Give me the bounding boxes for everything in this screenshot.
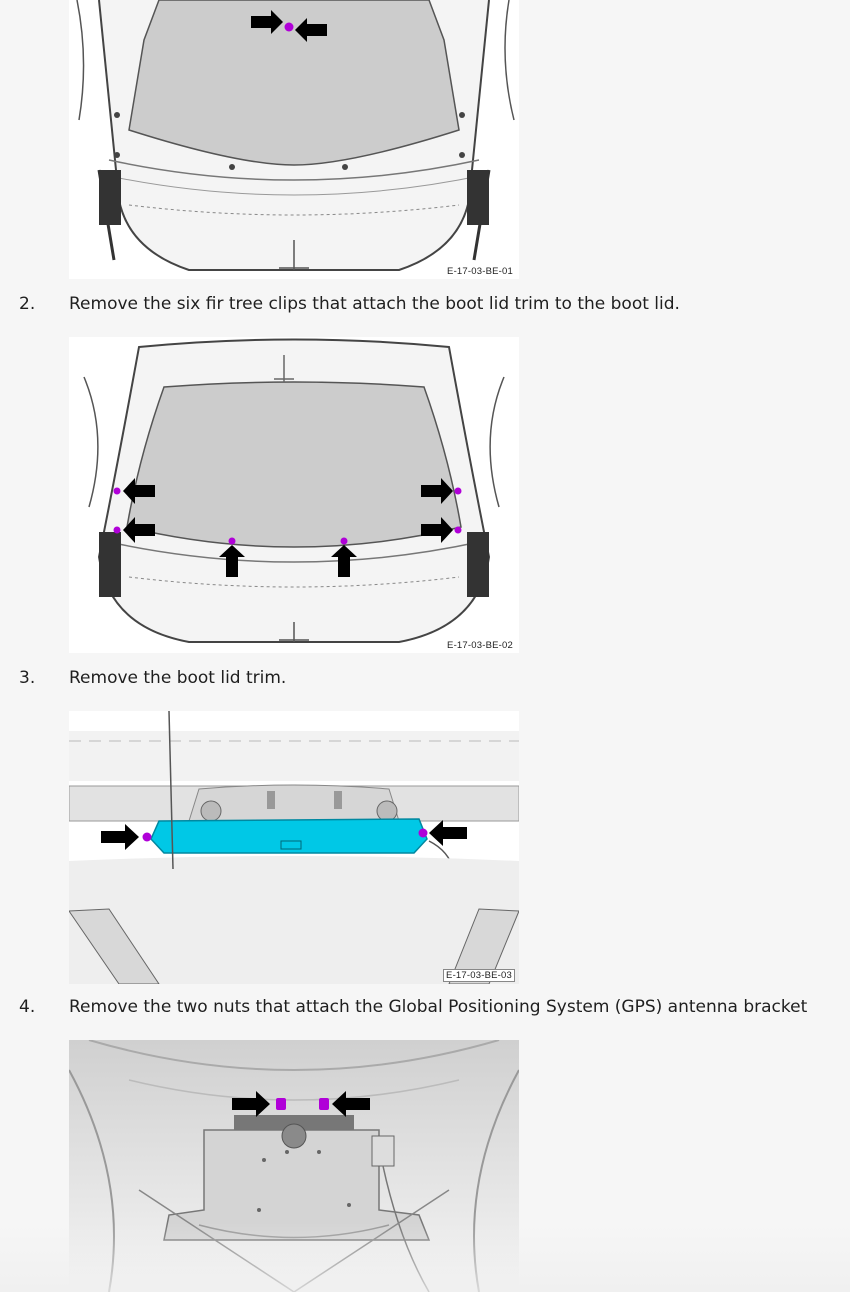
gps-bracket-illustration [69, 1040, 519, 1292]
step-4 [0, 995, 850, 1019]
figure-code: E-17-03-BE-03 [443, 969, 515, 982]
step-number: 3. [19, 668, 36, 688]
step-text: Remove the boot lid trim. [69, 668, 287, 688]
clip-marker [459, 152, 465, 158]
boot-lid-clips-illustration [69, 337, 519, 653]
step-text: Remove the six fir tree clips that attach the boot lid trim to the boot lid. [69, 294, 680, 314]
figure-4 [69, 1040, 519, 1292]
figure-code: E-17-03-BE-02 [447, 640, 513, 651]
fastener-marker [143, 833, 152, 842]
fastener-marker [419, 829, 428, 838]
fastener-marker [341, 538, 348, 545]
nut-marker [276, 1098, 286, 1110]
figure-3 [69, 711, 519, 984]
fastener-marker [114, 488, 121, 495]
step-3 [0, 666, 850, 690]
fastener-marker [229, 538, 236, 545]
fastener-marker [455, 527, 462, 534]
clip-marker [342, 164, 348, 170]
figure-code: E-17-03-BE-01 [447, 266, 513, 277]
gps-antenna [151, 819, 427, 853]
figure-1 [69, 0, 519, 279]
step-number: 2. [19, 294, 36, 314]
boot-lid-trim-illustration [69, 0, 519, 279]
figure-2 [69, 337, 519, 653]
clip-marker [229, 164, 235, 170]
step-2 [0, 292, 850, 316]
fastener-marker [114, 527, 121, 534]
step-text: Remove the two nuts that attach the Global Positioning System (GPS) antenna bracket [69, 997, 808, 1017]
step-number: 4. [19, 997, 36, 1017]
clip-marker [114, 112, 120, 118]
nut-marker [319, 1098, 329, 1110]
clip-marker [114, 152, 120, 158]
gps-antenna-illustration [69, 711, 519, 984]
clip-marker [459, 112, 465, 118]
fastener-marker [455, 488, 462, 495]
fastener-marker [285, 23, 294, 32]
